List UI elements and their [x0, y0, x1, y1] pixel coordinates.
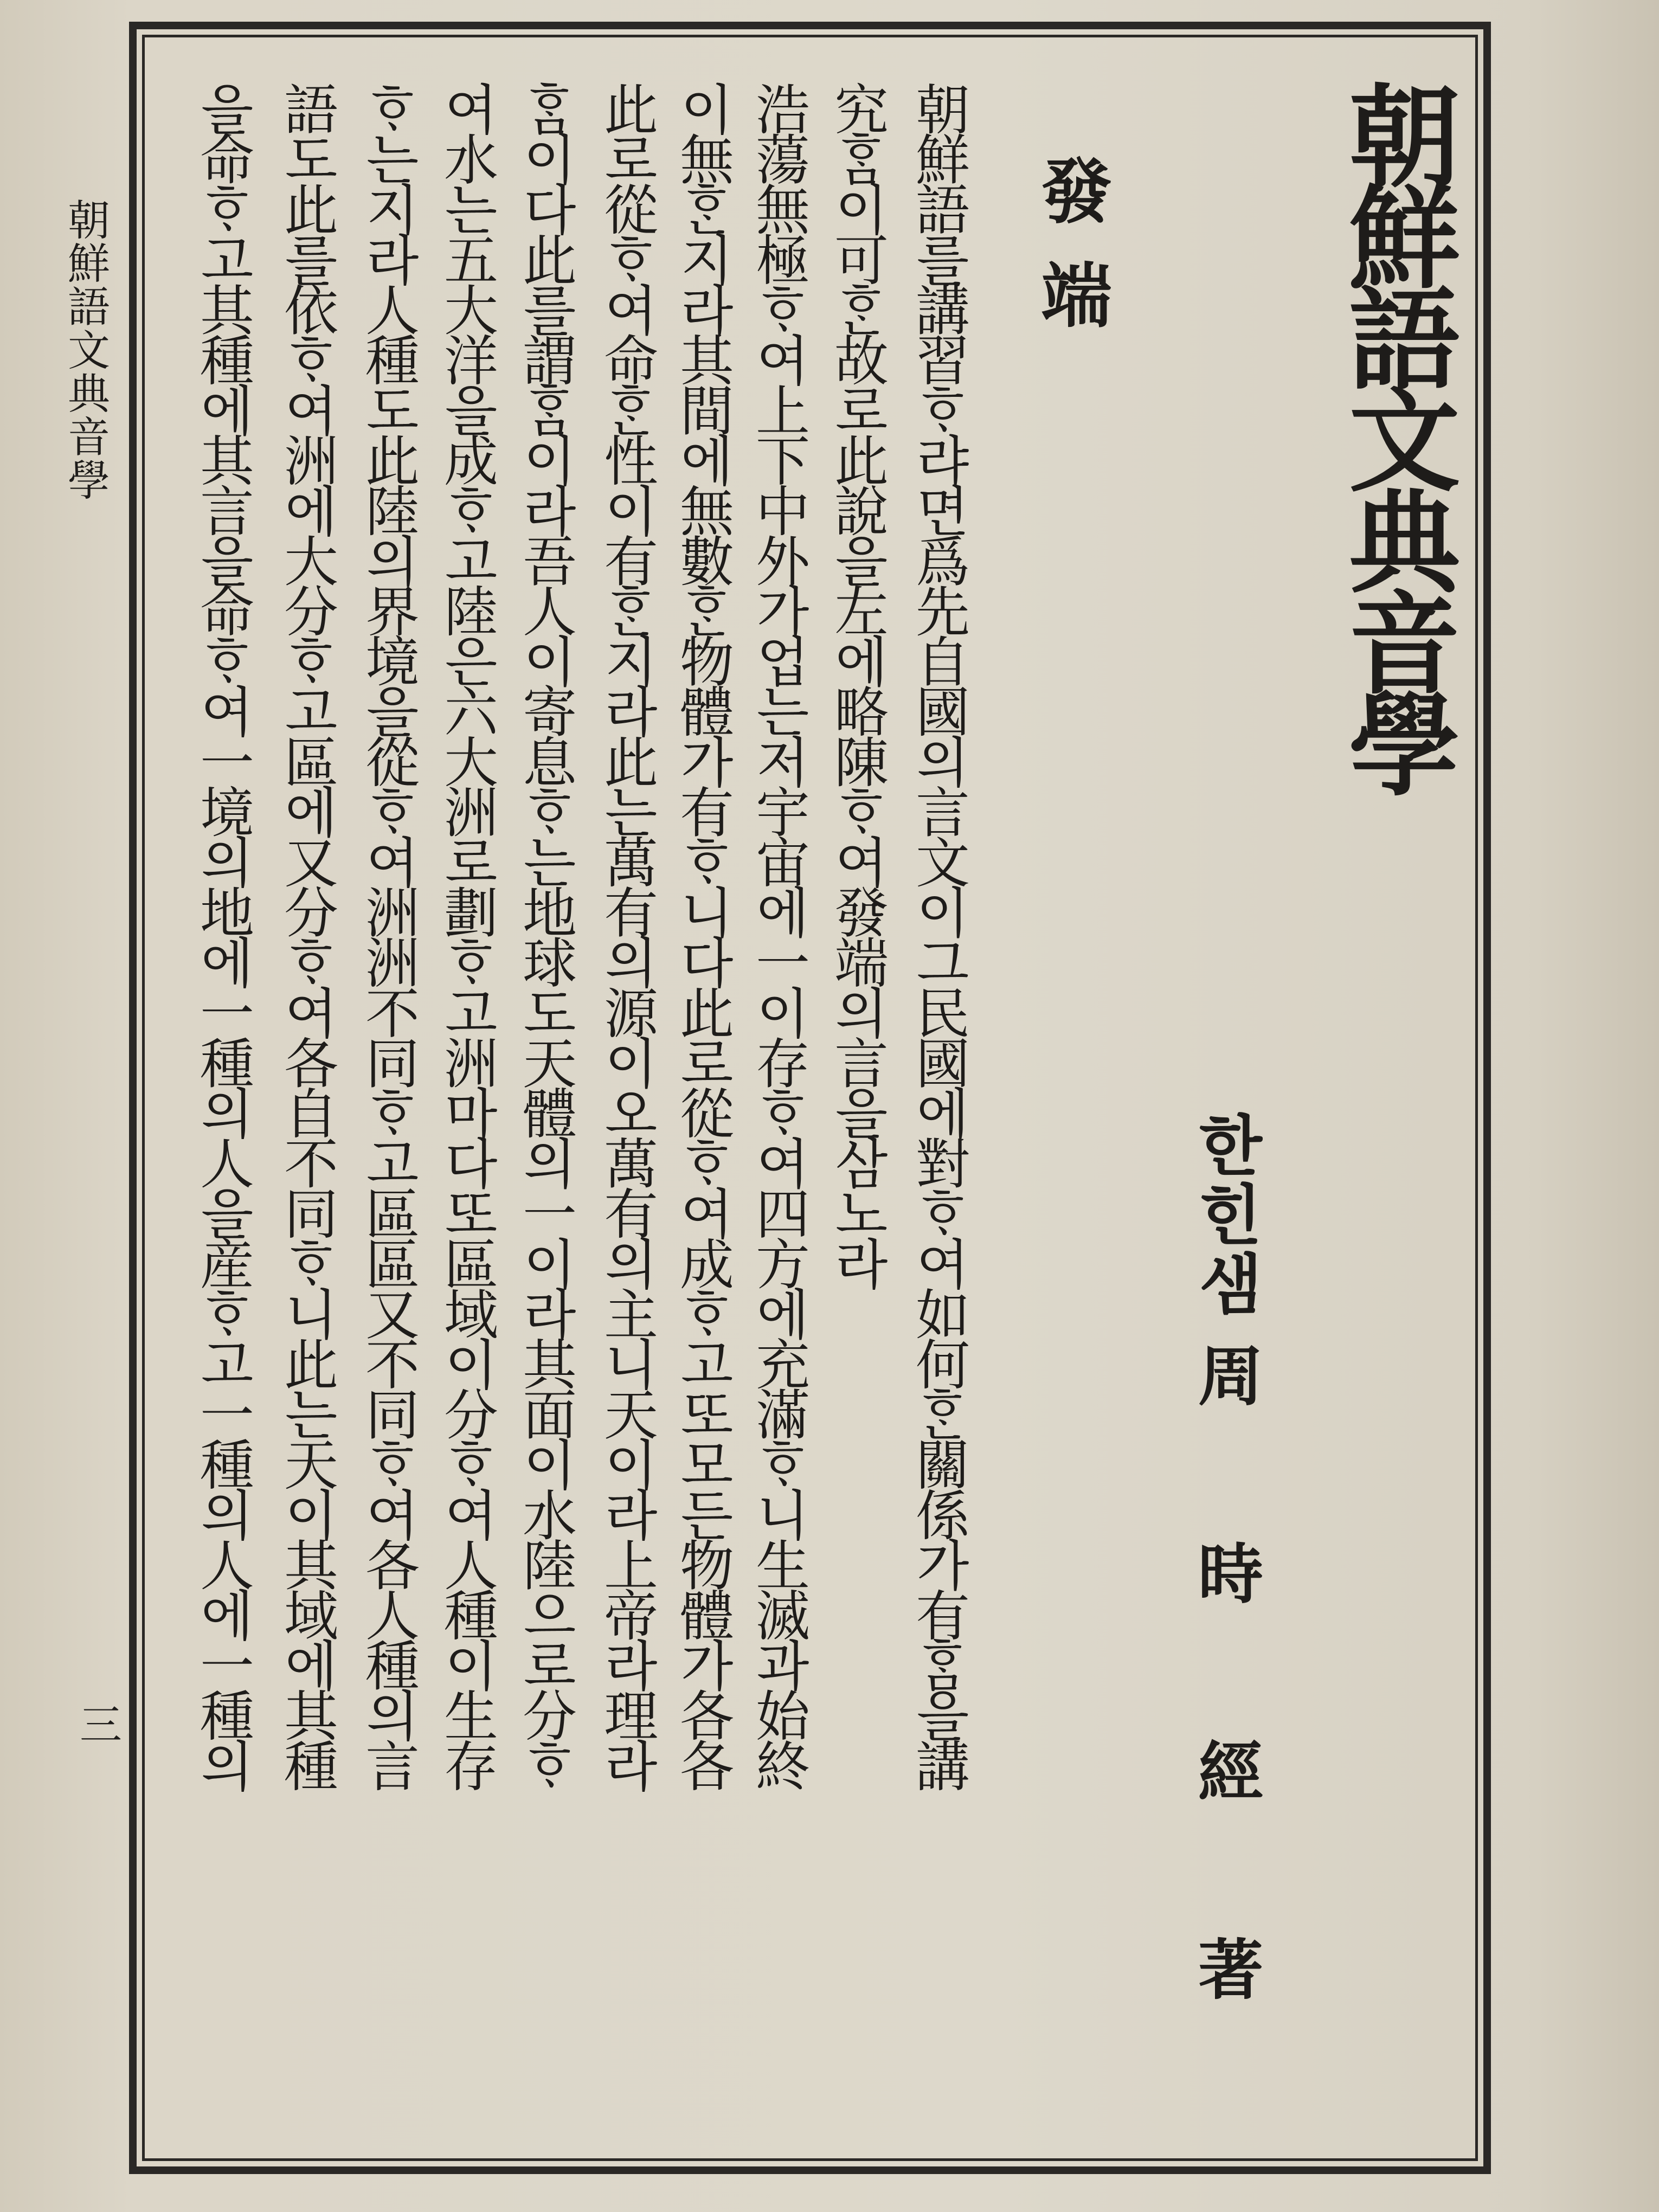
body-text-column: ᄒᆞ는지라人種도此陸의界境을從ᄒᆞ여洲洲不同ᄒᆞ고區區又不同ᄒᆞ여各人種의言: [356, 81, 420, 1789]
body-text-column: 此로從ᄒᆞ여命ᄒᆞᆫ性이有ᄒᆞᆫ지라此는萬有의源이오萬有의主니天이라上帝라理라: [595, 81, 658, 1789]
body-text-column: 語도此를依ᄒᆞ여洲에大分ᄒᆞ고區에又分ᄒᆞ여各自不同ᄒᆞ니此는天이其域에其種: [275, 81, 338, 1789]
inner-border-frame: [142, 35, 1478, 2161]
author-name-text: 周時經: [1187, 1342, 1264, 1935]
body-text-column: 朝鮮語를講習ᄒᆞ랴면爲先自國의言文이그民國에對ᄒᆞ여如何ᄒᆞᆫ關係가有ᄒᆞᆷ을講: [906, 81, 970, 1789]
body-text-column: ᄒᆞᆷ이다此를謂ᄒᆞᆷ이라吾人이寄息ᄒᆞ는地球도天體의一이라其面이水陸으로分ᄒᆞ: [513, 81, 577, 1789]
body-text-column: 여水는五大洋을成ᄒᆞ고陸은六大洲로劃ᄒᆞ고洲마다또區域이分ᄒᆞ여人種이生存: [435, 81, 498, 1789]
author-name: [1187, 1342, 1264, 2133]
body-text-column: 을命ᄒᆞ고其種에其言을命ᄒᆞ여一境의地에一種의人을産ᄒᆞ고一種의人에一種의: [191, 81, 254, 1789]
book-title: 朝鮮語文典音學: [1330, 79, 1460, 788]
running-title: 朝鮮語文典音學: [61, 198, 110, 501]
section-heading: 發端: [1030, 155, 1113, 363]
author-suffix: 著: [1187, 1935, 1264, 2133]
author-korean-name: 한힌샘: [1187, 1111, 1264, 1320]
body-text-column: 이無ᄒᆞᆫ지라其間에無數ᄒᆞᆫ物體가有ᄒᆞ니다此로從ᄒᆞ여成ᄒᆞ고또모든物體가各各: [671, 81, 734, 1789]
page-number: 三: [73, 1702, 121, 1745]
body-text-column: 究ᄒᆞᆷ이可ᄒᆞᆫ故로此說을左에略陳ᄒᆞ여發端의言을삼노라: [825, 81, 889, 1287]
body-text-column: 浩蕩無極ᄒᆞ여上下中外가업는저宇宙에一이存ᄒᆞ여四方에充滿ᄒᆞ니生滅과始終: [747, 81, 810, 1789]
